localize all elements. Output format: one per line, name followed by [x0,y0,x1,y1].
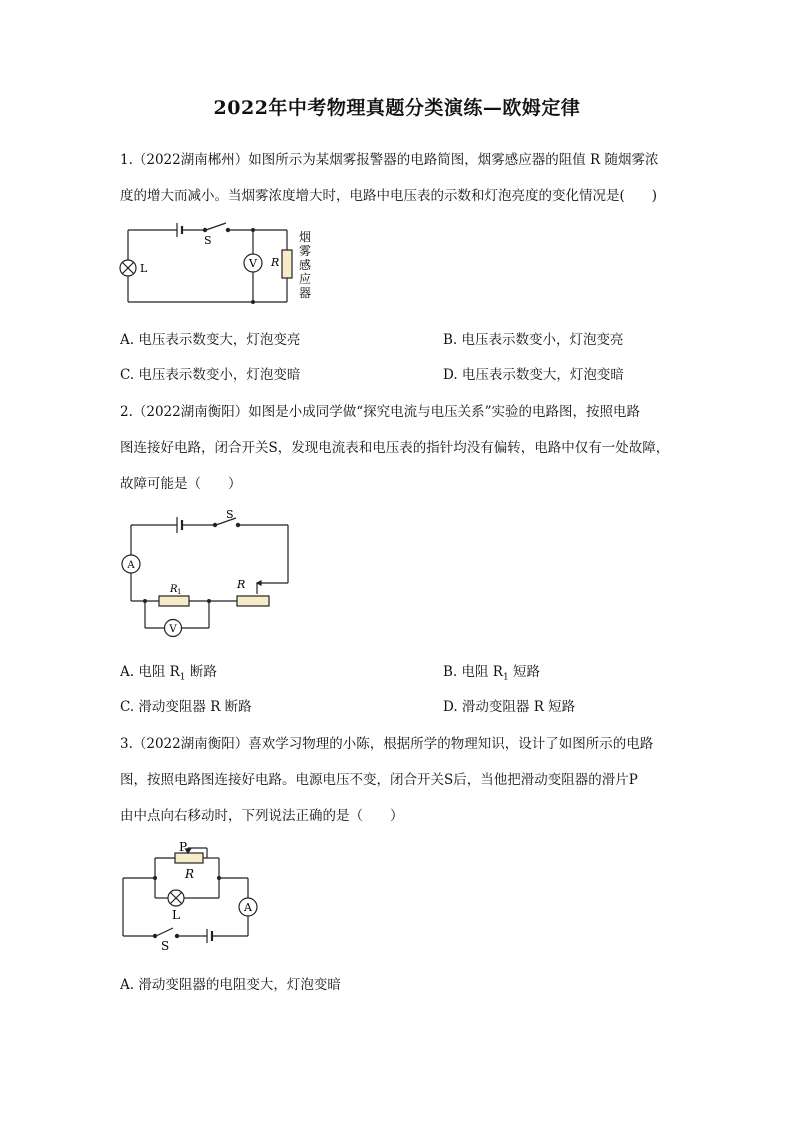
q2-r1-subscript: 1 [177,588,182,596]
q1-sensor-label-4: 应 [299,272,312,286]
q2-line-2: 图连接好电路，闭合开关S，发现电流表和电压表的指针均没有偏转，电路中仅有一处故障， [120,440,670,456]
q1-option-d: D. 电压表示数变大，灯泡变暗 [443,367,624,383]
q2-resistor-r1 [159,596,189,606]
q1-switch-blade [206,223,226,230]
q2-option-b [443,660,540,683]
q1-line-1: 1.（2022湖南郴州）如图所示为某烟雾报警器的电路简图，烟雾感应器的阻值 R 随烟雾浓 [120,152,659,168]
q3-slider-label: P [179,840,188,854]
q2-option-d: D. 滑动变阻器 R 短路 [443,699,576,715]
q3-circuit-diagram [115,838,265,953]
q2-option-b-tail: 短路 [508,664,540,680]
q3-option-a: A. 滑动变阻器的电阻变大，灯泡变暗 [120,977,341,993]
q1-option-a: A. 电压表示数变大，灯泡变亮 [120,332,301,348]
q3-switch-label: S [161,939,170,953]
q3-switch-blade [156,928,173,936]
q2-option-a-text: A. 电阻 R [120,664,180,680]
q2-rheostat [237,596,269,606]
q1-lamp-label: L [140,262,148,275]
q2-option-b-text: B. 电阻 R [443,664,503,680]
q2-rheostat-label: R [237,578,246,591]
q1-circuit-diagram [115,220,315,310]
q2-circuit-diagram [115,508,300,638]
q3-ammeter-label: A [244,901,252,914]
q1-sensor-label-1: 烟 [299,230,312,244]
q1-sensor-label-5: 器 [299,286,312,300]
q1-sensor-label-2: 雾 [299,244,312,258]
q1-resistor-label: R [271,256,280,269]
q3-lamp-label: L [172,908,180,922]
q2-option-a [120,660,217,683]
q2-option-a-subscript: 1 [179,672,186,683]
q3-line-1: 3.（2022湖南衡阳）喜欢学习物理的小陈，根据所学的物理知识，设计了如图所示的电路 [120,736,654,752]
q2-ammeter-label: A [127,560,135,571]
q1-line-2: 度的增大而减小。当烟雾浓度增大时，电路中电压表的示数和灯泡亮度的变化情况是( ) [120,188,658,204]
q2-switch-label: S [226,508,234,521]
page-title: 2022年中考物理真题分类演练—欧姆定律 [213,97,581,119]
q2-voltmeter-label: V [169,624,177,635]
q3-rheostat [175,853,203,863]
q2-line-3: 故障可能是（ ） [120,476,242,492]
q3-line-2: 图，按照电路图连接好电路。电源电压不变，闭合开关S后，当他把滑动变阻器的滑片P [120,772,638,788]
q3-rheostat-label: R [185,867,195,881]
q1-resistor [282,250,292,278]
q1-option-c: C. 电压表示数变小，灯泡变暗 [120,367,301,383]
q1-switch-label: S [204,234,212,247]
q2-option-a-tail: 断路 [185,664,217,680]
q2-option-c: C. 滑动变阻器 R 断路 [120,699,252,715]
q1-voltmeter-label: V [249,257,257,270]
q2-line-1: 2.（2022湖南衡阳）如图是小成同学做“探究电流与电压关系”实验的电路图，按照电路 [120,404,641,420]
q1-sensor-label-3: 感 [299,258,312,272]
q1-option-b: B. 电压表示数变小，灯泡变亮 [443,332,624,348]
q2-option-b-subscript: 1 [502,672,509,683]
q2-r1-label: R [170,584,178,595]
q3-line-3: 由中点向右移动时，下列说法正确的是（ ） [120,808,404,824]
